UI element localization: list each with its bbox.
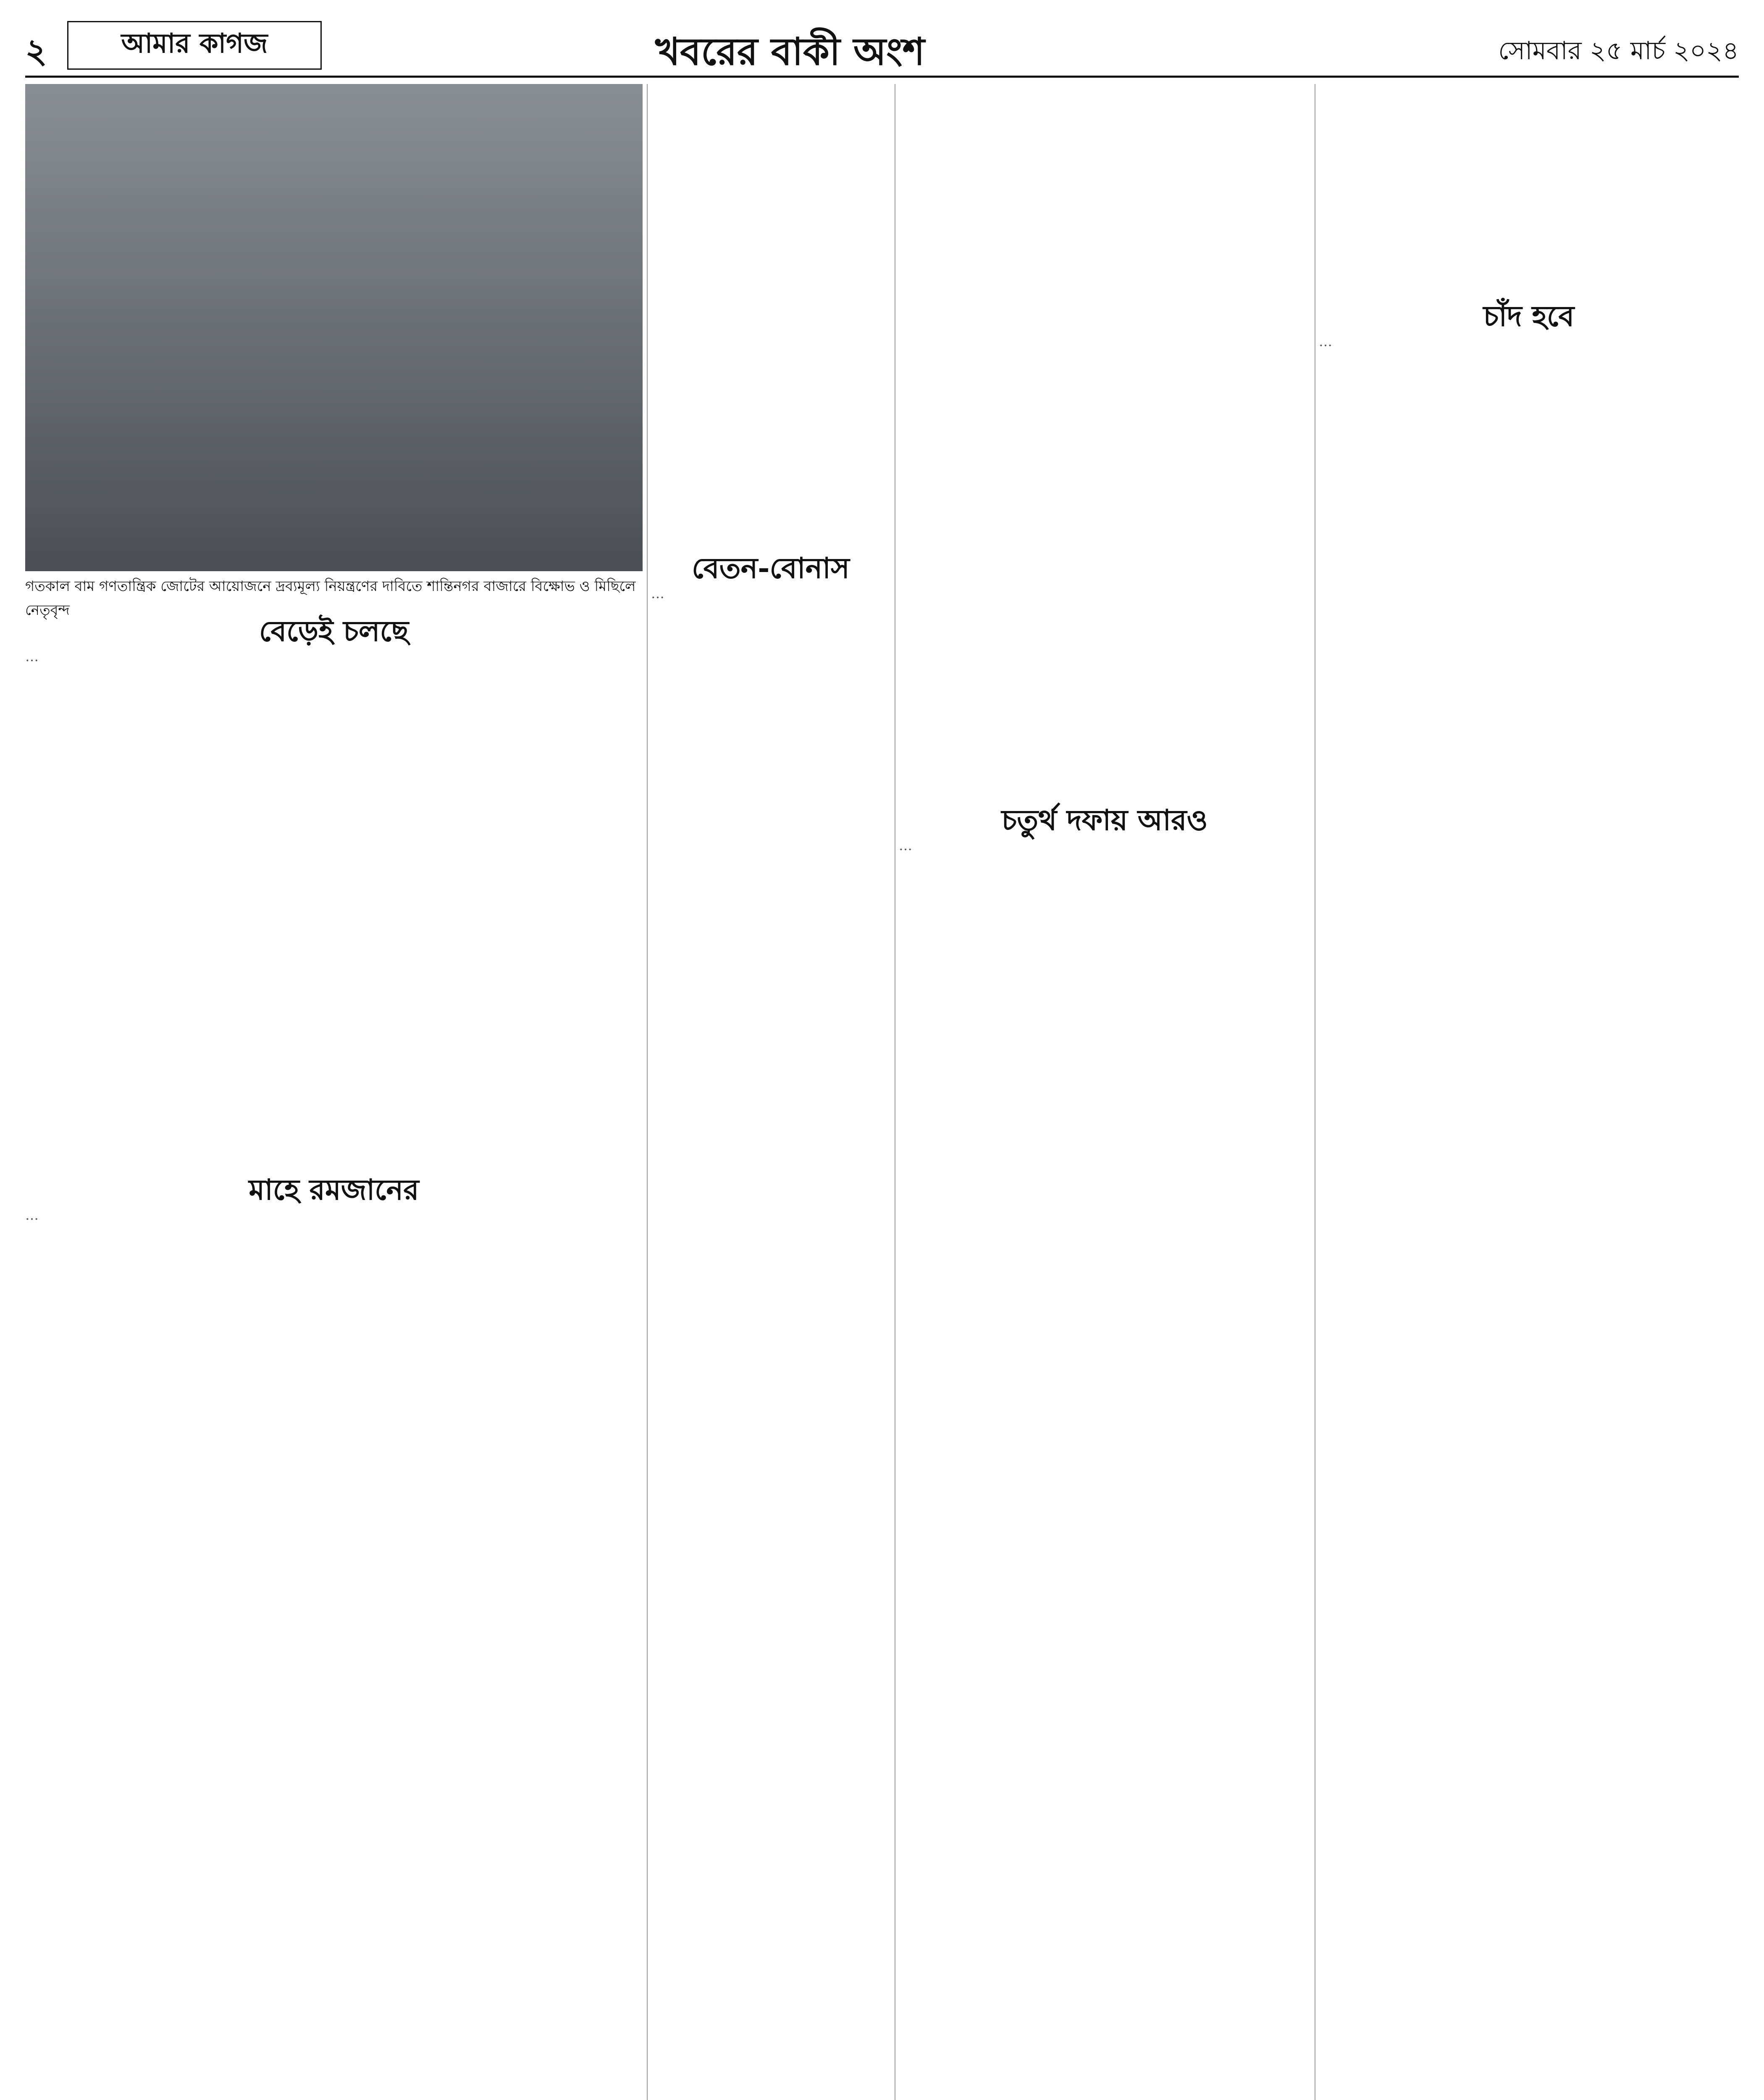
article-body: … bbox=[651, 585, 664, 601]
masthead bbox=[25, 17, 1739, 78]
section-title: খবরের বাকী অংশ bbox=[655, 29, 925, 74]
lead-photo bbox=[25, 84, 643, 571]
article-body: … bbox=[25, 1207, 39, 1223]
newspaper-logo: আমার কাগজ bbox=[67, 21, 322, 70]
headline: বেড়েই চলছে bbox=[259, 614, 409, 648]
article-body: … bbox=[899, 837, 912, 853]
page-number: ২ bbox=[25, 31, 47, 71]
headline: চাঁদ হবে bbox=[1483, 299, 1575, 333]
article-body: … bbox=[25, 648, 39, 664]
issue-date: সোমবার ২৫ মার্চ ২০২৪ bbox=[1498, 36, 1739, 66]
column-divider bbox=[647, 84, 648, 2100]
photo-caption: গতকাল বাম গণতান্ত্রিক জোটের আয়োজনে দ্রব্যমূল্য নিয়ন্ত্রণের দাবিতে শান্তিনগর বাজারে বিক্ষোভ ও মিছিলে নেতৃবৃন্দ bbox=[25, 578, 636, 619]
headline: চতুর্থ দফায় আরও bbox=[1001, 803, 1208, 837]
article-body: … bbox=[1319, 333, 1332, 349]
headline: মাহে রমজানের bbox=[249, 1173, 419, 1207]
headline: বেতন-বোনাস bbox=[692, 551, 850, 585]
